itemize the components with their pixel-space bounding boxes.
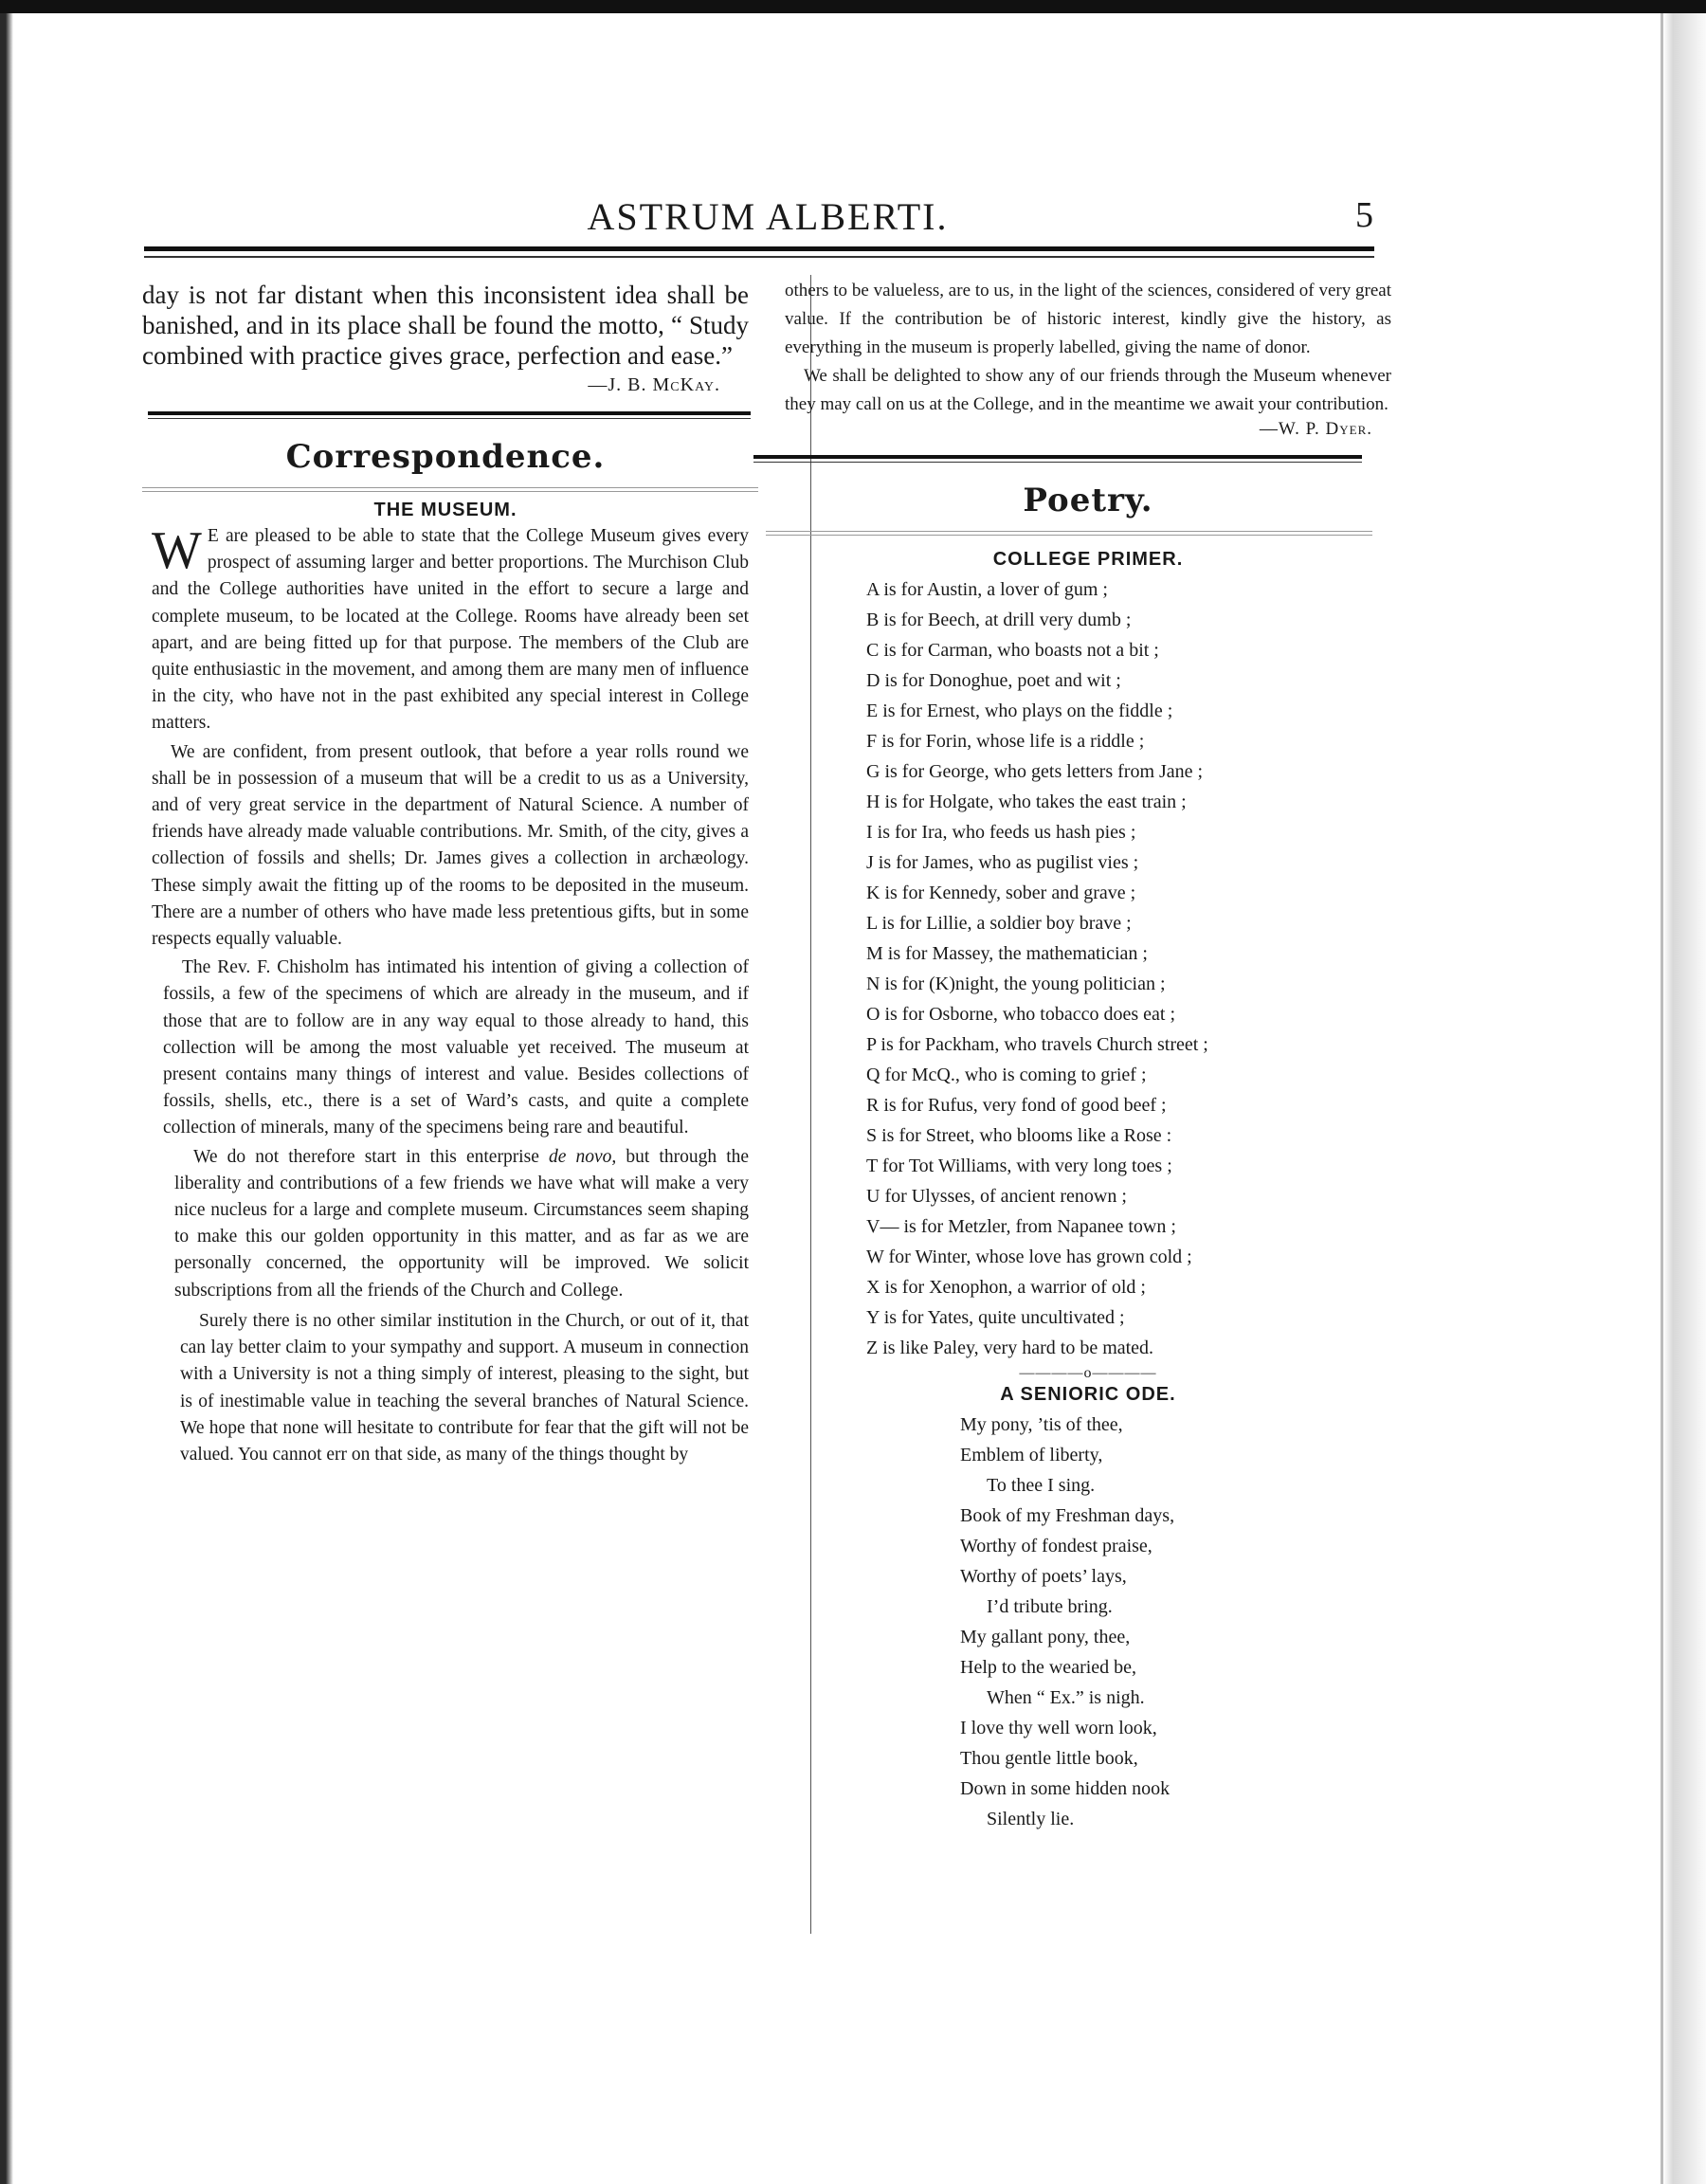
primer-line: F is for Forin, whose life is a riddle ;: [866, 731, 1145, 752]
primer-line: E is for Ernest, who plays on the fiddle ;: [866, 701, 1173, 721]
primer-line: J is for James, who as pugilist vies ;: [866, 852, 1139, 873]
ode-line: I’d tribute bring.: [987, 1596, 1113, 1617]
ode-line: Down in some hidden nook: [960, 1778, 1171, 1799]
ode-line: Worthy of fondest praise,: [960, 1536, 1152, 1556]
poetry-heading: Poetry.: [1023, 482, 1153, 519]
museum-paragraph-1-text: E are pleased to be able to state that the College Museum gives every prospect of assuming larger and better proportions. The Murchison Club and the College authorities have united in the effort to secure a large and complete museum, to be located at the College. Rooms have already been set apart, and are being fitted up for that purpose. The members of the Club are quite enthusiastic in the movement, and among them are many men of influence in the city, who have not in the past exhibited any special interest in College matters.: [152, 526, 749, 734]
primer-line: N is for (K)night, the young politician ;: [866, 974, 1166, 994]
ode-line: To thee I sing.: [987, 1475, 1096, 1496]
primer-line: S is for Street, who blooms like a Rose :: [866, 1125, 1172, 1146]
museum-paragraph-4-italic: de novo,: [548, 1146, 617, 1167]
page-number: 5: [1355, 195, 1373, 235]
primer-line: I is for Ira, who feeds us hash pies ;: [866, 822, 1136, 843]
museum-paragraph-4-end: but through the liberality and contributions of a few friends we have what will make a very nice nucleus for a large and complete museum. Circumstances seem shaping to make this our golden opportunity in this matter, and as far as we are personally concerned, the opportunity will be improved. We solicit subscriptions from all the friends of the Church and College.: [174, 1146, 750, 1301]
primer-line: Q for McQ., who is coming to grief ;: [866, 1065, 1147, 1085]
heading-rule: [142, 487, 758, 488]
primer-line: K is for Kennedy, sober and grave ;: [866, 883, 1136, 903]
poetry-rule-thin: [753, 462, 1362, 463]
primer-line: O is for Osborne, who tobacco does eat ;: [866, 1004, 1176, 1025]
correspondence-heading: Correspondence.: [285, 438, 606, 476]
ode-line: I love thy well worn look,: [960, 1718, 1157, 1738]
poetry-heading-rule-2: [766, 535, 1372, 536]
primer-line: A is for Austin, a lover of gum ;: [866, 579, 1108, 600]
page-edge-shadow: [1661, 13, 1663, 2184]
scan-top-edge: [0, 0, 1706, 13]
primer-line: H is for Holgate, who takes the east train ;: [866, 792, 1187, 812]
right-column: [785, 277, 1391, 1834]
primer-line: W for Winter, whose love has grown cold ;: [866, 1247, 1192, 1267]
college-primer-poem: [785, 574, 1391, 1363]
museum-paragraph-4: [174, 1144, 749, 1304]
ode-line: My gallant pony, thee,: [960, 1627, 1131, 1647]
ode-line: Book of my Freshman days,: [960, 1505, 1175, 1526]
museum-paragraph-1: [152, 523, 749, 737]
drop-cap: W: [152, 521, 202, 580]
museum-signature: —W. P. Dyer.: [1259, 419, 1372, 439]
primer-line: U for Ulysses, of ancient renown ;: [866, 1186, 1127, 1207]
poetry-heading-rule: [766, 531, 1372, 532]
primer-line: M is for Massey, the mathematician ;: [866, 943, 1148, 964]
heading-rule-2: [142, 491, 758, 492]
primer-line: P is for Packham, who travels Church street ;: [866, 1034, 1208, 1055]
college-primer-title: COLLEGE PRIMER.: [992, 549, 1184, 570]
primer-line: G is for George, who gets letters from Jane ;: [866, 761, 1204, 782]
primer-line: R is for Rufus, very fond of good beef ;: [866, 1095, 1167, 1116]
primer-line: X is for Xenophon, a warrior of old ;: [866, 1277, 1146, 1298]
header-rule-thin: [144, 256, 1374, 258]
primer-line: Z is like Paley, very hard to be mated.: [866, 1338, 1154, 1358]
ode-line: Thou gentle little book,: [960, 1748, 1138, 1769]
poem-separator: ————o————: [1019, 1365, 1157, 1381]
section-rule: [148, 411, 751, 415]
ode-line: When “ Ex.” is nigh.: [987, 1687, 1145, 1708]
ode-line: My pony, ’tis of thee,: [960, 1414, 1123, 1435]
primer-line: V— is for Metzler, from Napanee town ;: [866, 1216, 1176, 1237]
ode-line: Emblem of liberty,: [960, 1445, 1103, 1465]
primer-line: C is for Carman, who boasts not a bit ;: [866, 640, 1159, 661]
primer-line: L is for Lillie, a soldier boy brave ;: [866, 913, 1132, 934]
poetry-rule: [753, 455, 1362, 459]
senioric-ode-poem: [785, 1410, 1391, 1834]
museum-paragraph-4-start: We do not therefore start in this enterprise: [193, 1146, 539, 1167]
museum-paragraph-5: Surely there is no other similar institution in the Church, or out of it, that can lay better claim to your sympathy and support. A museum in connection with a University is not a thing simply of interest, pleasing to the sight, but is of inestimable value in teaching the several branches of Natural Science. We hope that none will hesitate to contribute for fear that the gift will not be valued. You cannot err on that side, as many of the things thought by: [180, 1310, 749, 1465]
primer-line: B is for Beech, at drill very dumb ;: [866, 610, 1132, 630]
ode-line: Help to the wearied be,: [960, 1657, 1137, 1678]
intro-paragraph: day is not far distant when this inconsistent idea shall be banished, and in its place shall be found the motto, “ Study combined with practice gives grace, perfection and ease.”: [142, 281, 749, 370]
left-column: [142, 280, 749, 1468]
primer-line: T for Tot Williams, with very long toes ;: [866, 1156, 1172, 1176]
page-header-title: ASTRUM ALBERTI.: [587, 195, 949, 238]
museum-article-title: THE MUSEUM.: [373, 500, 517, 520]
section-rule-thin: [148, 418, 751, 419]
museum-paragraph-2: We are confident, from present outlook, that before a year rolls round we shall be in possession of a museum that will be a credit to us as a University, and of very great service in the department of Natural Science. A number of friends have already made valuable contributions. Mr. Smith, of the city, gives a collection of fossils and shells; Dr. James gives a collection in archæology. These simply await the fitting up of the rooms to be deposited in the museum. There are a number of others who have made less pretentious gifts, but in some respects equally valuable.: [152, 741, 749, 950]
museum-continuation-paragraph: others to be valueless, are to us, in the light of the sciences, considered of very great value. If the contribution be of historic interest, kindly give the history, as everything in the museum is properly labelled, giving the name of donor.: [785, 281, 1391, 357]
header-rule: [144, 246, 1374, 251]
intro-signature: —J. B. McKay.: [588, 374, 720, 395]
senioric-ode-title: A SENIORIC ODE.: [1000, 1384, 1176, 1405]
ode-line: Worthy of poets’ lays,: [960, 1566, 1127, 1587]
museum-closing-paragraph: We shall be delighted to show any of our friends through the Museum whenever they may call on us at the College, and in the meantime we await your contribution.: [785, 366, 1391, 414]
primer-line: D is for Donoghue, poet and wit ;: [866, 670, 1121, 691]
ode-line: Silently lie.: [987, 1809, 1075, 1829]
museum-paragraph-3: The Rev. F. Chisholm has intimated his intention of giving a collection of fossils, a few of the specimens of which are already in the museum, and if those that are to follow are in any way equal to those already to hand, this collection will be among the most valuable yet received. The museum at present contains many things of interest and value. Besides collections of fossils, shells, etc., there is a set of Ward’s casts, and quite a complete collection of minerals, many of the specimens being rare and beautiful.: [163, 957, 749, 1138]
primer-line: Y is for Yates, quite uncultivated ;: [866, 1307, 1125, 1328]
